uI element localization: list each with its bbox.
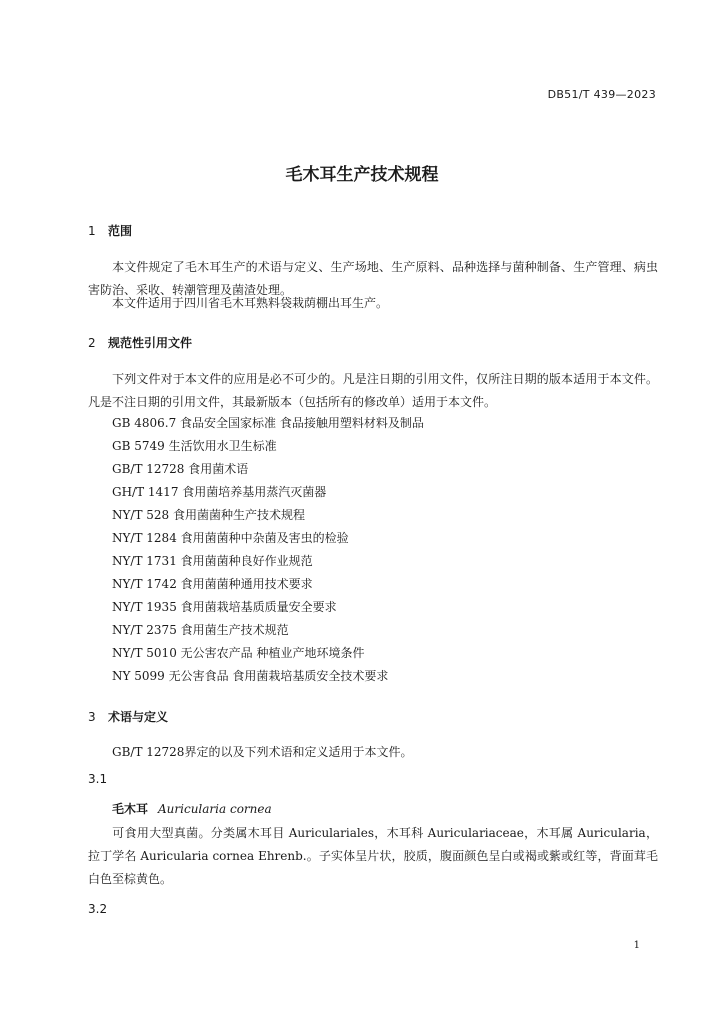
subsection-3-1-number: 3.1 — [88, 772, 108, 786]
term-latin: Auricularia cornea — [158, 802, 272, 816]
reference-item: NY/T 1731 食用菌菌种良好作业规范 — [112, 554, 313, 568]
reference-item: NY/T 1284 食用菌菌种中杂菌及害虫的检验 — [112, 531, 349, 545]
reference-item: GB 5749 生活饮用水卫生标准 — [112, 439, 277, 453]
subsection-3-2-number: 3.2 — [88, 902, 108, 916]
term-entry — [112, 800, 272, 817]
section-1-paragraph-2: 本文件适用于四川省毛木耳熟料袋栽荫棚出耳生产。 — [112, 296, 389, 310]
reference-item: GB 4806.7 食品安全国家标准 食品接触用塑料材料及制品 — [112, 416, 424, 430]
section-title: 范围 — [108, 224, 133, 238]
section-2-intro: 下列文件对于本文件的应用是必不可少的。凡是注日期的引用文件，仅所注日期的版本适用于本文件。凡是不注日期的引用文件，其最新版本（包括所有的修改单）适用于本文件。 — [88, 372, 658, 409]
reference-item: NY/T 5010 无公害农产品 种植业产地环境条件 — [112, 646, 365, 660]
section-3-heading — [88, 708, 168, 725]
section-title: 术语与定义 — [108, 710, 169, 724]
term-chinese: 毛木耳 — [112, 802, 149, 816]
term-definition: 可食用大型真菌。分类属木耳目 Auriculariales，木耳科 Auriculariaceae，木耳属 Auricularia，拉丁学名 Auricularia cornea Ehrenb.。子实体呈片状，胶质，腹面颜色呈白或褐或紫或红等，背面茸毛白色至棕黄色。 — [88, 826, 658, 886]
reference-item: GB/T 12728 食用菌术语 — [112, 462, 249, 476]
reference-item: NY/T 528 食用菌菌种生产技术规程 — [112, 508, 306, 522]
section-3-intro: GB/T 12728界定的以及下列术语和定义适用于本文件。 — [112, 745, 413, 759]
document-title: 毛木耳生产技术规程 — [285, 165, 439, 185]
section-1-heading — [88, 222, 132, 239]
section-number: 1 — [88, 224, 96, 238]
document-code: DB51/T 439—2023 — [547, 88, 656, 101]
reference-item: NY 5099 无公害食品 食用菌栽培基质安全技术要求 — [112, 669, 389, 683]
section-number: 3 — [88, 710, 96, 724]
section-title: 规范性引用文件 — [108, 336, 193, 350]
section-1-paragraph-1: 本文件规定了毛木耳生产的术语与定义、生产场地、生产原料、品种选择与菌种制备、生产管理、病虫害防治、采收、转潮管理及菌渣处理。 — [88, 260, 658, 297]
reference-item: NY/T 2375 食用菌生产技术规范 — [112, 623, 289, 637]
reference-item: NY/T 1935 食用菌栽培基质质量安全要求 — [112, 600, 337, 614]
reference-item: GH/T 1417 食用菌培养基用蒸汽灭菌器 — [112, 485, 327, 499]
section-number: 2 — [88, 336, 96, 350]
section-2-heading — [88, 334, 192, 351]
reference-item: NY/T 1742 食用菌菌种通用技术要求 — [112, 577, 313, 591]
page-number: 1 — [633, 940, 640, 951]
